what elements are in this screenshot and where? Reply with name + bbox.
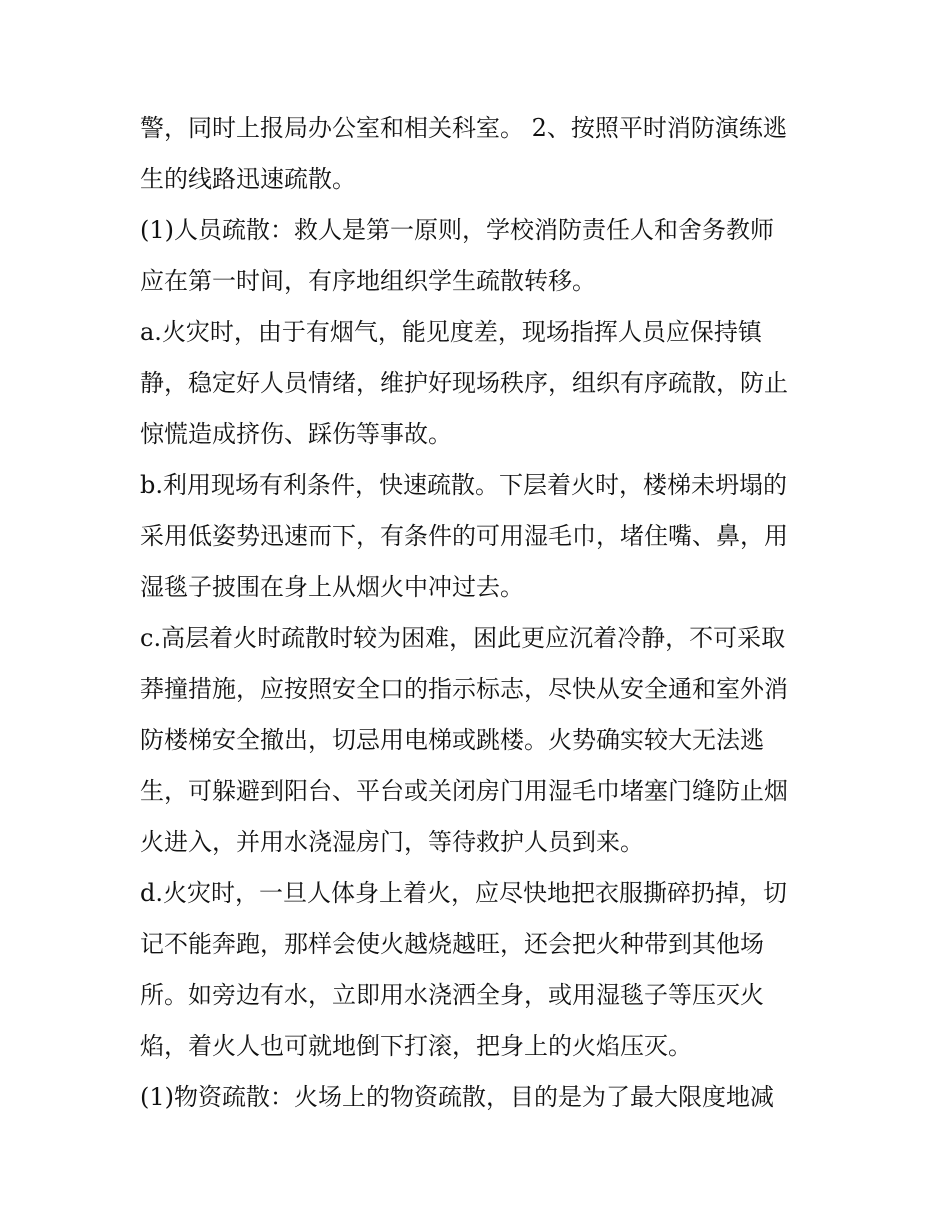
text-line: c.高层着火时疏散时较为困难，困此更应沉着冷静，不可采取 [140,624,786,652]
text-line: 湿毯子披围在身上从烟火中冲过去。 [140,573,524,601]
text-line: 火进入，并用水浇湿房门，等待救护人员到来。 [140,828,644,856]
text-line: 静，稳定好人员情绪，维护好现场秩序，组织有序疏散，防止 [140,369,788,397]
document-body [140,103,820,1123]
text-line: 应在第一时间，有序地组织学生疏散转移。 [140,267,596,295]
text-line: 防楼梯安全撤出，切忌用电梯或跳楼。火势确实较大无法逃 [140,726,764,754]
text-line: 生的线路迅速疏散。 [140,165,356,193]
text-line: (1)人员疏散：救人是第一原则，学校消防责任人和舍务教师 [140,216,774,244]
text-line: d.火灾时，一旦人体身上着火，应尽快地把衣服撕碎扔掉，切 [140,879,787,907]
text-line: 生，可躲避到阳台、平台或关闭房门用湿毛巾堵塞门缝防止烟 [140,777,788,805]
text-line: 所。如旁边有水，立即用水浇洒全身，或用湿毯子等压灭火 [140,981,764,1009]
text-line: a.火灾时，由于有烟气，能见度差，现场指挥人员应保持镇 [140,318,762,346]
text-line: 警，同时上报局办公室和相关科室。 2、按照平时消防演练逃 [140,114,787,142]
text-line: 莽撞措施，应按照安全口的指示标志，尽快从安全通和室外消 [140,675,788,703]
text-line: (1)物资疏散：火场上的物资疏散，目的是为了最大限度地减 [140,1083,774,1111]
text-line: 焰，着火人也可就地倒下打滚，把身上的火焰压灭。 [140,1032,692,1060]
text-line: 记不能奔跑，那样会使火越烧越旺，还会把火种带到其他场 [140,930,764,958]
text-line: 采用低姿势迅速而下，有条件的可用湿毛巾，堵住嘴、鼻，用 [140,522,788,550]
text-line: 惊慌造成挤伤、踩伤等事故。 [140,420,452,448]
text-line: b.利用现场有利条件，快速疏散。下层着火时，楼梯未坍塌的 [140,471,787,499]
